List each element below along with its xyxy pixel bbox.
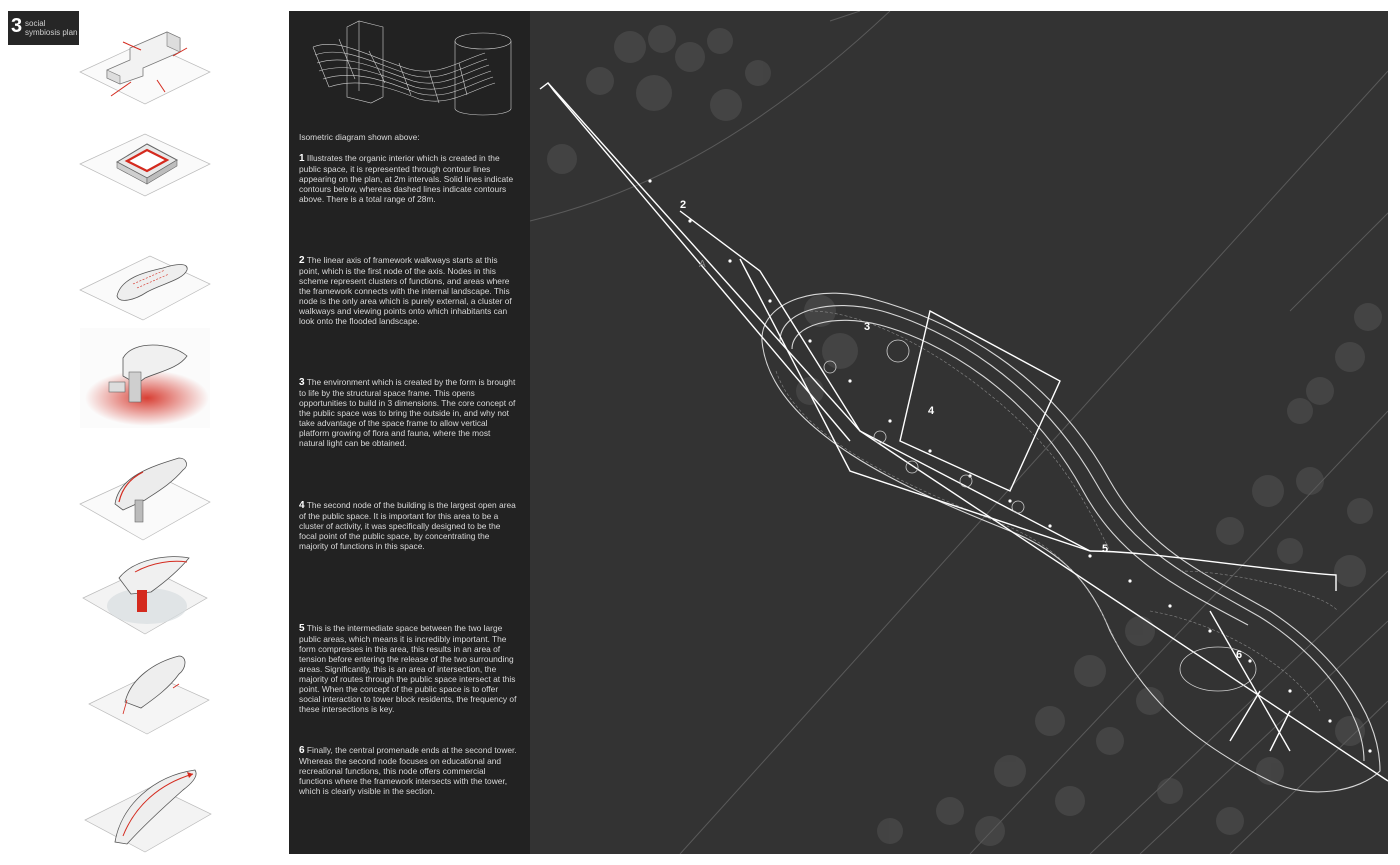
diagram-2-courtyard (75, 112, 215, 212)
description-panel (289, 11, 530, 854)
form-development-diagrams (75, 0, 215, 865)
tree-canopies (547, 25, 1382, 846)
diagram-6-support (75, 548, 215, 648)
node-label-5: 5 (1102, 543, 1109, 555)
isometric-contour-diagram (299, 17, 524, 135)
diagram-4-core (75, 328, 215, 428)
node-label-2: 2 (680, 199, 687, 211)
node-label-3: 3 (864, 321, 871, 333)
walkway-axis (540, 83, 1388, 781)
diagram-5-framework (75, 448, 215, 548)
paragraph-6: 6 Finally, the central promenade ends at the second tower. Whereas the second node focuses on educational and recreational functions, this node offers commercial functions where the framework intersects with the tower, which is clearly visible in the section. (299, 745, 517, 796)
paragraph-1: 1 Illustrates the organic interior which is created in the public space, it is represented through contour lines appearing on the plan, at 2m intervals. Solid lines indicate contours below, whereas dashed lines indicate contours above. There is a total range of 28m. (299, 153, 514, 204)
diagram-7-routes (75, 648, 215, 748)
paragraph-3: 3 The environment which is created by the form is brought to life by the structural space frame. This opens opportunities to build in 3 dimensions. The core concept of the public space was to bring the outside in, and why not take advantage of the space frame to allow vertical platform growing of flora and fauna, where the most natural light can be obtained. (299, 377, 516, 448)
paragraph-2: 2 The linear axis of framework walkways starts at this point, which is the first node of the axis. Nodes in this scheme represent clusters of functions, and areas where the framework connects with the internal landscape. This node is the only area which is purely external, a cluster of walkways and viewing points onto which inhabitants can look onto the flooded landscape. (299, 255, 512, 326)
sheet-title (8, 11, 79, 45)
site-plan (530, 11, 1388, 854)
node-label-4: 4 (928, 405, 935, 417)
paragraph-5: 5 This is the intermediate space between the two large public areas, which means it is incredibly important. The form compresses in this area, this results in an area of tension before entering the release of the two surrounding areas. Significantly, this is an area of intersection, the majority of routes through the public space intersect at this point. When the concept of the public space is to offer social interaction to tower block residents, the frequency of these intersections is key. (299, 623, 517, 714)
diagram-3-organic-form (75, 232, 215, 332)
diagram-1-massing (75, 12, 215, 112)
iso-caption: Isometric diagram shown above: (299, 132, 420, 142)
paragraph-4: 4 The second node of the building is the largest open area of the public space. It is important for this area to be a cluster of activity, it was specifically designed to be the focal point of the public space, by concentrating the majority of functions in this space. (299, 500, 516, 551)
node-label-6: 6 (1236, 649, 1243, 661)
plan-drawing (530, 11, 1388, 854)
walkway-nodes (648, 179, 1371, 752)
diagram-8-canopy (75, 756, 215, 856)
sheet-number: 3 (11, 15, 23, 37)
sheet-subtitle: social symbiosis plan (25, 19, 78, 37)
section-marker: A (699, 259, 706, 270)
